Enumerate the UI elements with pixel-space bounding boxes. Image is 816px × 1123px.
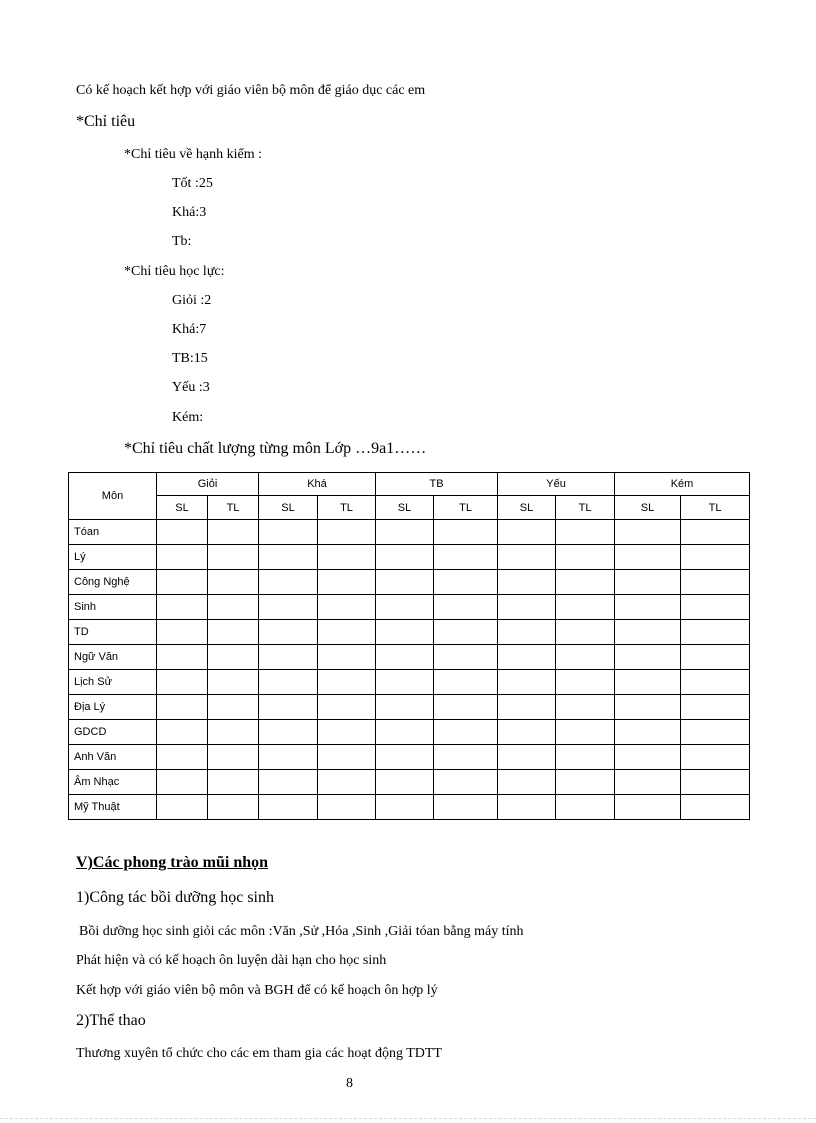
section-1-line: Bồi dưỡng học sinh giỏi các môn :Văn ,Sử ,Hóa ,Sinh ,Giải tóan bằng máy tính	[79, 924, 524, 939]
empty-cell	[556, 545, 615, 570]
empty-cell	[318, 645, 376, 670]
empty-cell	[376, 645, 434, 670]
empty-cell	[208, 545, 259, 570]
sub-header-sl: SL	[376, 496, 434, 520]
subject-cell: Tóan	[69, 520, 157, 545]
empty-cell	[498, 770, 556, 795]
empty-cell	[681, 770, 750, 795]
empty-cell	[259, 670, 318, 695]
empty-cell	[259, 620, 318, 645]
empty-cell	[681, 645, 750, 670]
empty-cell	[208, 695, 259, 720]
section-1-line: Phát hiện và có kế hoạch ôn luyện dài hạn cho học sinh	[76, 953, 387, 968]
group-header: Giỏi	[157, 473, 259, 496]
empty-cell	[498, 670, 556, 695]
empty-cell	[498, 795, 556, 820]
empty-cell	[318, 545, 376, 570]
subject-cell: Anh Văn	[69, 745, 157, 770]
empty-cell	[681, 670, 750, 695]
empty-cell	[259, 545, 318, 570]
table-row	[69, 745, 750, 770]
empty-cell	[681, 570, 750, 595]
empty-cell	[157, 570, 208, 595]
empty-cell	[556, 645, 615, 670]
table-row	[69, 520, 750, 545]
empty-cell	[318, 770, 376, 795]
empty-cell	[157, 795, 208, 820]
page-edge-divider	[0, 1118, 816, 1119]
quality-table	[68, 472, 750, 820]
empty-cell	[556, 595, 615, 620]
empty-cell	[434, 695, 498, 720]
empty-cell	[434, 645, 498, 670]
empty-cell	[434, 545, 498, 570]
empty-cell	[556, 770, 615, 795]
empty-cell	[208, 720, 259, 745]
empty-cell	[615, 745, 681, 770]
empty-cell	[615, 595, 681, 620]
empty-cell	[157, 645, 208, 670]
table-row	[69, 695, 750, 720]
empty-cell	[615, 545, 681, 570]
empty-cell	[681, 745, 750, 770]
table-row	[69, 545, 750, 570]
chi-tieu-heading: *Chỉ tiêu	[76, 113, 136, 130]
subject-cell: Âm Nhạc	[69, 770, 157, 795]
empty-cell	[434, 770, 498, 795]
table-row	[69, 795, 750, 820]
empty-cell	[681, 545, 750, 570]
empty-cell	[615, 570, 681, 595]
empty-cell	[498, 695, 556, 720]
empty-cell	[681, 520, 750, 545]
empty-cell	[318, 520, 376, 545]
sub-header-tl: TL	[208, 496, 259, 520]
subject-cell: Mỹ Thuật	[69, 795, 157, 820]
subject-cell: Công Nghệ	[69, 570, 157, 595]
table-row	[69, 670, 750, 695]
sub-header-tl: TL	[681, 496, 750, 520]
empty-cell	[556, 720, 615, 745]
group-header: Kém	[615, 473, 750, 496]
empty-cell	[259, 595, 318, 620]
empty-cell	[259, 645, 318, 670]
empty-cell	[318, 695, 376, 720]
sub-header-tl: TL	[318, 496, 376, 520]
empty-cell	[498, 520, 556, 545]
section-2-line: Thương xuyên tổ chức cho các em tham gia các hoạt động TDTT	[76, 1046, 442, 1061]
subject-cell: Địa Lý	[69, 695, 157, 720]
empty-cell	[434, 620, 498, 645]
empty-cell	[498, 595, 556, 620]
empty-cell	[318, 670, 376, 695]
sub-header-tl: TL	[556, 496, 615, 520]
subject-cell: Lịch Sử	[69, 670, 157, 695]
empty-cell	[376, 745, 434, 770]
empty-cell	[157, 620, 208, 645]
empty-cell	[208, 770, 259, 795]
empty-cell	[259, 795, 318, 820]
hoc-luc-item: Khá:7	[172, 322, 207, 337]
empty-cell	[434, 570, 498, 595]
section-1-heading: 1)Công tác bồi dưỡng học sinh	[76, 889, 274, 906]
empty-cell	[556, 520, 615, 545]
empty-cell	[208, 745, 259, 770]
empty-cell	[376, 520, 434, 545]
empty-cell	[259, 695, 318, 720]
subject-cell: Lý	[69, 545, 157, 570]
empty-cell	[208, 645, 259, 670]
subject-cell: GDCD	[69, 720, 157, 745]
empty-cell	[376, 670, 434, 695]
empty-cell	[498, 745, 556, 770]
empty-cell	[376, 620, 434, 645]
empty-cell	[615, 720, 681, 745]
table-row	[69, 595, 750, 620]
empty-cell	[208, 595, 259, 620]
empty-cell	[259, 745, 318, 770]
hanh-kiem-heading: *Chỉ tiêu về hạnh kiểm :	[124, 147, 263, 162]
empty-cell	[434, 520, 498, 545]
table-row	[69, 720, 750, 745]
empty-cell	[376, 770, 434, 795]
empty-cell	[498, 620, 556, 645]
empty-cell	[318, 570, 376, 595]
sub-header-tl: TL	[434, 496, 498, 520]
empty-cell	[615, 645, 681, 670]
empty-cell	[615, 770, 681, 795]
table-row	[69, 645, 750, 670]
empty-cell	[318, 595, 376, 620]
empty-cell	[318, 745, 376, 770]
empty-cell	[208, 620, 259, 645]
empty-cell	[259, 720, 318, 745]
empty-cell	[615, 795, 681, 820]
empty-cell	[157, 745, 208, 770]
empty-cell	[376, 720, 434, 745]
hoc-luc-item: Kém:	[172, 410, 204, 425]
empty-cell	[434, 745, 498, 770]
section-2-heading: 2)Thể thao	[76, 1012, 146, 1029]
empty-cell	[498, 720, 556, 745]
empty-cell	[681, 720, 750, 745]
empty-cell	[318, 620, 376, 645]
empty-cell	[681, 795, 750, 820]
section-v-heading: V)Các phong trào mũi nhọn	[76, 854, 269, 871]
empty-cell	[434, 720, 498, 745]
empty-cell	[376, 595, 434, 620]
empty-cell	[498, 570, 556, 595]
empty-cell	[259, 520, 318, 545]
empty-cell	[615, 620, 681, 645]
intro-line: Có kế hoạch kết hợp với giáo viên bộ môn để giáo dục các em	[76, 83, 426, 98]
subject-cell: Sinh	[69, 595, 157, 620]
empty-cell	[556, 670, 615, 695]
empty-cell	[157, 595, 208, 620]
empty-cell	[157, 695, 208, 720]
table-row	[69, 620, 750, 645]
empty-cell	[259, 770, 318, 795]
empty-cell	[434, 795, 498, 820]
empty-cell	[376, 795, 434, 820]
empty-cell	[681, 695, 750, 720]
empty-cell	[556, 570, 615, 595]
empty-cell	[498, 545, 556, 570]
hoc-luc-item: Giỏi :2	[172, 293, 212, 308]
page-number: 8	[346, 1076, 353, 1091]
empty-cell	[157, 770, 208, 795]
empty-cell	[615, 520, 681, 545]
sub-header-sl: SL	[498, 496, 556, 520]
empty-cell	[208, 795, 259, 820]
hoc-luc-heading: *Chỉ tiêu học lực:	[124, 264, 225, 279]
empty-cell	[376, 545, 434, 570]
hanh-kiem-item: Khá:3	[172, 205, 207, 220]
table-row	[69, 570, 750, 595]
hanh-kiem-item: Tốt :25	[172, 176, 213, 191]
empty-cell	[208, 570, 259, 595]
empty-cell	[434, 595, 498, 620]
empty-cell	[318, 720, 376, 745]
empty-cell	[556, 745, 615, 770]
table-heading: *Chỉ tiêu chất lượng từng môn Lớp …9a1……	[124, 440, 427, 457]
sub-header-sl: SL	[615, 496, 681, 520]
group-header: TB	[376, 473, 498, 496]
hoc-luc-item: TB:15	[172, 351, 208, 366]
empty-cell	[556, 795, 615, 820]
sub-header-sl: SL	[259, 496, 318, 520]
empty-cell	[157, 670, 208, 695]
table-row	[69, 770, 750, 795]
group-header: Yếu	[498, 473, 615, 496]
empty-cell	[157, 520, 208, 545]
empty-cell	[157, 720, 208, 745]
group-header: Khá	[259, 473, 376, 496]
hanh-kiem-item: Tb:	[172, 234, 192, 249]
empty-cell	[615, 670, 681, 695]
empty-cell	[434, 670, 498, 695]
subject-cell: TD	[69, 620, 157, 645]
sub-header-sl: SL	[157, 496, 208, 520]
hoc-luc-item: Yếu :3	[172, 380, 210, 395]
empty-cell	[498, 645, 556, 670]
empty-cell	[157, 545, 208, 570]
empty-cell	[615, 695, 681, 720]
empty-cell	[556, 620, 615, 645]
empty-cell	[681, 620, 750, 645]
subject-cell: Ngữ Văn	[69, 645, 157, 670]
empty-cell	[681, 595, 750, 620]
empty-cell	[208, 670, 259, 695]
empty-cell	[376, 695, 434, 720]
empty-cell	[208, 520, 259, 545]
subject-header: Môn	[69, 473, 157, 520]
section-1-line: Kết hợp với giáo viên bộ môn và BGH để có kế hoạch ôn hợp lý	[76, 983, 438, 998]
empty-cell	[259, 570, 318, 595]
empty-cell	[556, 695, 615, 720]
empty-cell	[318, 795, 376, 820]
empty-cell	[376, 570, 434, 595]
